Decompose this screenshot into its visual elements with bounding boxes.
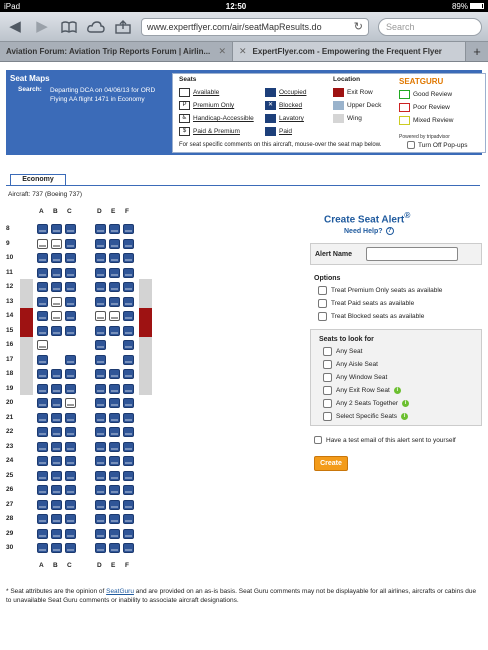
seat-20D[interactable]	[95, 398, 106, 408]
seat-11E[interactable]	[109, 268, 120, 278]
handicap-seat-icon: ♿	[179, 114, 190, 123]
seat-25C[interactable]	[65, 471, 76, 481]
mixed-review-icon	[399, 116, 410, 125]
tab-economy[interactable]: Economy	[10, 174, 66, 185]
seat-23E[interactable]	[109, 442, 120, 452]
seat-24F[interactable]	[123, 456, 134, 466]
seat-11F[interactable]	[123, 268, 134, 278]
seat-12C[interactable]	[65, 282, 76, 292]
seat-9C[interactable]	[65, 239, 76, 249]
alert-name-input[interactable]	[366, 247, 458, 261]
column-footer: B	[53, 561, 58, 569]
seat-27C[interactable]	[65, 500, 76, 510]
seat-20B[interactable]	[51, 398, 62, 408]
tab-expertflyer[interactable]: ✕ ExpertFlyer.com - Empowering the Frequent Flyer	[233, 42, 466, 61]
seat-19B[interactable]	[51, 384, 62, 394]
seat-19A[interactable]	[37, 384, 48, 394]
legend-paid-premium[interactable]: Paid & Premium	[193, 128, 240, 135]
seat-22B[interactable]	[51, 427, 62, 437]
available-seat-icon	[179, 88, 190, 97]
seat-24C[interactable]	[65, 456, 76, 466]
seat-29A[interactable]	[37, 529, 48, 539]
search-summary: Departing DCA on 04/06/13 for ORD Flying AA flight 1471 in Economy	[50, 87, 156, 103]
options-header: Options	[314, 275, 341, 283]
seat-22C[interactable]	[65, 427, 76, 437]
seat-25D[interactable]	[95, 471, 106, 481]
share-icon[interactable]	[114, 18, 132, 36]
info-icon: i	[394, 387, 401, 394]
seat-17A[interactable]	[37, 355, 48, 365]
seat-15B[interactable]	[51, 326, 62, 336]
seat-21D[interactable]	[95, 413, 106, 423]
seat-14B[interactable]	[51, 311, 62, 321]
tab-bar	[0, 42, 488, 62]
seat-25A[interactable]	[37, 471, 48, 481]
seat-30F[interactable]	[123, 543, 134, 553]
alert-name-row: Alert Name	[310, 243, 482, 265]
seat-8F[interactable]	[123, 224, 134, 234]
row-number: 26	[6, 486, 14, 493]
seat-10A[interactable]	[37, 253, 48, 263]
address-bar[interactable]	[141, 18, 369, 36]
row-number: 22	[6, 428, 14, 435]
seat-14E[interactable]	[109, 311, 120, 321]
seat-22E[interactable]	[109, 427, 120, 437]
seat-24E[interactable]	[109, 456, 120, 466]
seat-15E[interactable]	[109, 326, 120, 336]
seat-22D[interactable]	[95, 427, 106, 437]
seat-19E[interactable]	[109, 384, 120, 394]
occupied-seat-icon	[265, 88, 276, 97]
footnote: * Seat attributes are the opinion of SeatGuru and are provided on an as-is basis. Seat Guru comments may not be displayable for all airlines, aircrafts or cabins due to unavailable Seat Guru comments or inability to associate aircraft designations.	[6, 588, 477, 604]
row-number: 11	[6, 268, 13, 276]
seat-23A[interactable]	[37, 442, 48, 452]
column-header: F	[125, 208, 129, 215]
paid-premium-seat-icon: $	[179, 127, 190, 136]
seat-map	[0, 204, 170, 594]
seat-18E[interactable]	[109, 369, 120, 379]
seat-19F[interactable]	[123, 384, 134, 394]
column-header: A	[39, 208, 44, 215]
seat-23F[interactable]	[123, 442, 134, 452]
seat-18A[interactable]	[37, 369, 48, 379]
column-footer: E	[111, 561, 116, 569]
seat-23C[interactable]	[65, 442, 76, 452]
seat-19C[interactable]	[65, 384, 76, 394]
seat-20C[interactable]	[65, 398, 76, 408]
seat-10B[interactable]	[51, 253, 62, 263]
legend-occupied[interactable]: Occupied	[279, 89, 307, 96]
seat-alert-panel	[310, 210, 482, 471]
seat-8D[interactable]	[95, 224, 106, 234]
row-number: 21	[6, 413, 14, 421]
column-header: D	[97, 208, 102, 215]
seat-27F[interactable]	[123, 500, 134, 510]
seat-25E[interactable]	[109, 471, 120, 481]
choice-aisle[interactable]: Any Aisle Seat	[323, 360, 477, 369]
seat-10D[interactable]	[95, 253, 106, 263]
seat-18C[interactable]	[65, 369, 76, 379]
seat-26C[interactable]	[65, 485, 76, 495]
row-number: 28	[6, 515, 14, 522]
seat-30E[interactable]	[109, 543, 120, 553]
seat-28F[interactable]	[123, 514, 134, 524]
seat-11B[interactable]	[51, 268, 62, 278]
seat-15A[interactable]	[37, 326, 48, 336]
tab-aviation-forum[interactable]: Aviation Forum: Aviation Trip Reports Forum | Airlin... ✕	[0, 42, 233, 61]
seat-11C[interactable]	[65, 268, 76, 278]
seat-29D[interactable]	[95, 529, 106, 539]
wing-band-left	[20, 279, 33, 395]
row-number: 29	[6, 529, 14, 537]
seat-15D[interactable]	[95, 326, 106, 336]
seat-27A[interactable]	[37, 500, 48, 510]
seat-26B[interactable]	[51, 485, 62, 495]
seat-14F[interactable]	[123, 311, 134, 321]
seat-28C[interactable]	[65, 514, 76, 524]
legend-lavatory[interactable]: Lavatory	[279, 115, 304, 122]
row-number: 14	[6, 312, 14, 319]
seat-30D[interactable]	[95, 543, 106, 553]
close-tab-icon[interactable]: ✕	[218, 46, 226, 56]
seat-26A[interactable]	[37, 485, 48, 495]
option-checkbox	[318, 299, 327, 308]
legend-blocked[interactable]: Blocked	[279, 102, 303, 109]
new-tab-button[interactable]: +	[473, 44, 481, 59]
row-number: 13	[6, 297, 14, 305]
seat-21E[interactable]	[109, 413, 120, 423]
column-footer: A	[39, 561, 44, 569]
lavatory-icon	[265, 114, 276, 123]
seat-12A[interactable]	[37, 282, 48, 292]
poor-review-icon	[399, 103, 410, 112]
legend-premium[interactable]: Premium Only	[193, 102, 235, 109]
seatguru-link[interactable]: SeatGuru	[106, 588, 134, 595]
option-checkbox	[318, 312, 327, 321]
seat-25B[interactable]	[51, 471, 62, 481]
row-number: 25	[6, 471, 14, 479]
seat-30A[interactable]	[37, 543, 48, 553]
row-number: 17	[6, 355, 14, 363]
clock: 12:50	[225, 1, 247, 11]
create-button[interactable]: Create	[314, 456, 348, 471]
seat-16D[interactable]	[95, 340, 106, 350]
seat-12F[interactable]	[123, 282, 134, 292]
seat-30B[interactable]	[51, 543, 62, 553]
reload-icon[interactable]: ↻	[353, 21, 363, 33]
seat-29C[interactable]	[65, 529, 76, 539]
paid-seat-icon	[265, 127, 276, 136]
seat-24D[interactable]	[95, 456, 106, 466]
alert-title: Create Seat Alert®	[324, 210, 411, 226]
seat-8B[interactable]	[51, 224, 62, 234]
help-link[interactable]: Need Help? ?	[344, 227, 482, 235]
seat-18F[interactable]	[123, 369, 134, 379]
seat-16F[interactable]	[123, 340, 134, 350]
seat-11D[interactable]	[95, 268, 106, 278]
legend-location-header: Location	[333, 76, 361, 83]
seat-20F[interactable]	[123, 398, 134, 408]
seat-12D[interactable]	[95, 282, 106, 292]
row-number: 20	[6, 399, 14, 406]
icloud-tabs-icon[interactable]	[87, 18, 105, 36]
seat-9D[interactable]	[95, 239, 106, 249]
row-number: 27	[6, 500, 14, 508]
browser-toolbar	[0, 12, 488, 42]
row-number: 9	[6, 239, 10, 247]
seat-22A[interactable]	[37, 427, 48, 437]
row-number: 24	[6, 457, 14, 464]
seat-14D[interactable]	[95, 311, 106, 321]
back-icon[interactable]: ◀	[9, 18, 21, 35]
seat-24A[interactable]	[37, 456, 48, 466]
seat-10C[interactable]	[65, 253, 76, 263]
device-name: iPad	[4, 1, 21, 11]
legend-seats-header: Seats	[179, 76, 197, 83]
seat-18B[interactable]	[51, 369, 62, 379]
seat-23D[interactable]	[95, 442, 106, 452]
seat-11A[interactable]	[37, 268, 48, 278]
legend-note: For seat specific comments on this aircraft, mouse-over the seat map below.	[179, 142, 382, 148]
seat-12B[interactable]	[51, 282, 62, 292]
seat-21C[interactable]	[65, 413, 76, 423]
seat-13A[interactable]	[37, 297, 48, 307]
seat-12E[interactable]	[109, 282, 120, 292]
aircraft-type: Aircraft: 737 (Boeing 737)	[8, 191, 83, 198]
legend-handicap[interactable]: Handicap-Accessible	[193, 115, 254, 122]
bookmarks-icon[interactable]	[60, 18, 78, 36]
seat-26E[interactable]	[109, 485, 120, 495]
column-footer: C	[67, 561, 72, 569]
column-header: C	[67, 208, 72, 215]
upper-deck-swatch	[333, 101, 344, 110]
seat-13C[interactable]	[65, 297, 76, 307]
exit-row-right	[139, 308, 152, 337]
row-number: 18	[6, 370, 14, 377]
test-email-option[interactable]: Have a test email of this alert sent to yourself	[314, 436, 482, 444]
option-paid[interactable]: Treat Paid seats as available	[318, 299, 482, 308]
info-icon: i	[401, 413, 408, 420]
row-number: 30	[6, 544, 14, 551]
choice-two-together[interactable]: Any 2 Seats Together i	[323, 399, 477, 408]
forward-icon[interactable]: ▶	[36, 18, 48, 35]
option-premium[interactable]: Treat Premium Only seats as available	[318, 286, 482, 295]
close-tab-icon[interactable]: ✕	[239, 46, 247, 56]
seat-29F[interactable]	[123, 529, 134, 539]
exit-row-left	[20, 308, 33, 337]
row-number: 10	[6, 254, 14, 261]
seat-20E[interactable]	[109, 398, 120, 408]
popups-checkbox	[407, 141, 415, 149]
wing-swatch	[333, 114, 344, 123]
row-number: 19	[6, 384, 14, 392]
info-icon: i	[402, 400, 409, 407]
row-number: 23	[6, 442, 14, 450]
seat-28A[interactable]	[37, 514, 48, 524]
seat-29E[interactable]	[109, 529, 120, 539]
legend-paid[interactable]: Paid	[279, 128, 293, 135]
column-header: B	[53, 208, 58, 215]
seat-10E[interactable]	[109, 253, 120, 263]
option-checkbox	[318, 286, 327, 295]
seat-13F[interactable]	[123, 297, 134, 307]
choice-specific[interactable]: Select Specific Seats i	[323, 412, 477, 421]
seat-26D[interactable]	[95, 485, 106, 495]
row-number: 8	[6, 225, 10, 232]
seat-legend: Seats Location SEATGURU Available P Premium Only ♿ Handicap-Accessible $ Paid & Premium Occupied ✕ Blocked Lavatory Paid Exit Row Upper Deck Wing Good Review Poor Review Mixed Review Powered by tripadvisor For seat specific comments on this aircraft, mouse-over the seat map below. Turn Off Pop-ups	[172, 73, 486, 153]
seat-15C[interactable]	[65, 326, 76, 336]
seat-13E[interactable]	[109, 297, 120, 307]
premium-seat-icon: P	[179, 101, 190, 110]
seat-28E[interactable]	[109, 514, 120, 524]
seat-30C[interactable]	[65, 543, 76, 553]
option-blocked[interactable]: Treat Blocked seats as available	[318, 312, 482, 321]
column-footer: F	[125, 561, 129, 569]
column-footer: D	[97, 561, 102, 569]
choice-any-seat[interactable]: Any Seat	[323, 347, 477, 356]
cabin-tab-strip	[6, 176, 480, 186]
row-number: 16	[6, 341, 14, 348]
row-number: 12	[6, 283, 14, 290]
seat-23B[interactable]	[51, 442, 62, 452]
seat-21B[interactable]	[51, 413, 62, 423]
seat-20A[interactable]	[37, 398, 48, 408]
seat-17C[interactable]	[65, 355, 76, 365]
seat-8E[interactable]	[109, 224, 120, 234]
seat-15F[interactable]	[123, 326, 134, 336]
column-header: E	[111, 208, 116, 215]
wing-band-right	[139, 279, 152, 395]
seats-to-look-for: Seats to look for Any Seat Any Aisle Seat Any Window Seat Any Exit Row Seat i Any 2 Seats Together i Select Specific Seats i	[310, 329, 482, 426]
seatguru-logo[interactable]: SEATGURU	[399, 77, 444, 86]
seat-27B[interactable]	[51, 500, 62, 510]
status-bar	[0, 0, 488, 12]
choice-window[interactable]: Any Window Seat	[323, 373, 477, 382]
seat-21A[interactable]	[37, 413, 48, 423]
popups-toggle[interactable]: Turn Off Pop-ups	[407, 141, 468, 149]
seat-13D[interactable]	[95, 297, 106, 307]
seat-9B[interactable]	[51, 239, 62, 249]
seat-28D[interactable]	[95, 514, 106, 524]
seat-9E[interactable]	[109, 239, 120, 249]
page-title: Seat Maps	[10, 74, 50, 83]
seat-26F[interactable]	[123, 485, 134, 495]
tripadvisor-logo: Powered by tripadvisor	[399, 134, 450, 140]
seat-24B[interactable]	[51, 456, 62, 466]
seat-8A[interactable]	[37, 224, 48, 234]
seat-10F[interactable]	[123, 253, 134, 263]
seat-27E[interactable]	[109, 500, 120, 510]
seat-19D[interactable]	[95, 384, 106, 394]
exit-row-swatch	[333, 88, 344, 97]
seat-28B[interactable]	[51, 514, 62, 524]
seat-21F[interactable]	[123, 413, 134, 423]
search-label: Search:	[18, 86, 42, 93]
seat-18D[interactable]	[95, 369, 106, 379]
seat-8C[interactable]	[65, 224, 76, 234]
seat-14A[interactable]	[37, 311, 48, 321]
battery-indicator: 89%	[452, 2, 484, 11]
seat-27D[interactable]	[95, 500, 106, 510]
seat-9A[interactable]	[37, 239, 48, 249]
help-icon: ?	[386, 227, 394, 235]
seat-22F[interactable]	[123, 427, 134, 437]
battery-icon	[470, 3, 484, 9]
search-field[interactable]: Search	[378, 18, 482, 36]
seat-29B[interactable]	[51, 529, 62, 539]
legend-available[interactable]: Available	[193, 89, 220, 96]
row-number: 15	[6, 326, 14, 334]
seat-17F[interactable]	[123, 355, 134, 365]
seat-map-banner	[6, 70, 482, 155]
url-text: www.expertflyer.com/air/seatMapResults.do	[147, 21, 322, 32]
seat-14C[interactable]	[65, 311, 76, 321]
blocked-seat-icon: ✕	[265, 101, 276, 110]
seat-17D[interactable]	[95, 355, 106, 365]
good-review-icon	[399, 90, 410, 99]
seat-13B[interactable]	[51, 297, 62, 307]
seat-25F[interactable]	[123, 471, 134, 481]
seat-16A[interactable]	[37, 340, 48, 350]
seat-9F[interactable]	[123, 239, 134, 249]
choice-exit-row[interactable]: Any Exit Row Seat i	[323, 386, 477, 395]
